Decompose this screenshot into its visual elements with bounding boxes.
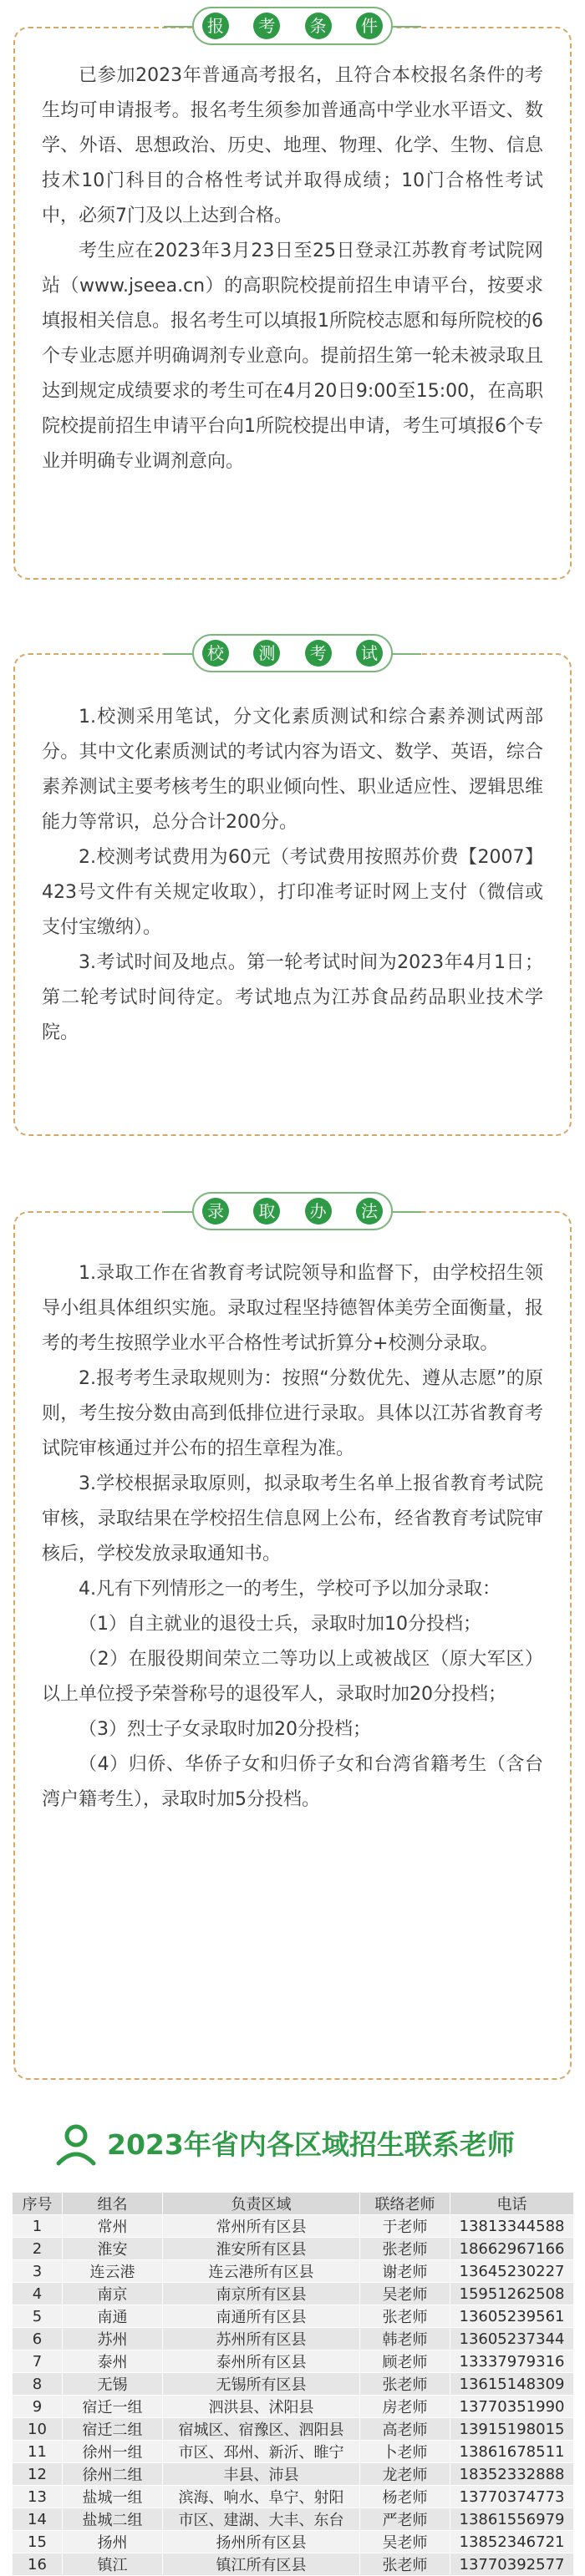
region: 淮安所有区县 — [163, 2238, 360, 2260]
group-name: 盐城二组 — [63, 2508, 163, 2531]
paragraph: （2）在服役期间荣立二等功以上或被战区（原大军区）以上单位授予荣誉称号的退役军人，录取时加20分投档； — [42, 1649, 543, 1705]
header-char: 法 — [356, 1198, 383, 1225]
contact-teacher: 严老师 — [360, 2508, 450, 2531]
group-name: 常州 — [63, 2215, 163, 2238]
table-row — [13, 2508, 574, 2531]
header-char: 录 — [202, 1198, 229, 1225]
row-number: 14 — [13, 2508, 63, 2531]
group-name: 淮安 — [63, 2238, 163, 2260]
row-number: 9 — [13, 2396, 63, 2418]
phone: 13813344588 — [450, 2215, 574, 2238]
region: 连云港所有区县 — [163, 2260, 360, 2283]
phone: 13852346721 — [450, 2531, 574, 2553]
group-name: 徐州一组 — [63, 2441, 163, 2463]
region: 常州所有区县 — [163, 2215, 360, 2238]
phone: 13770374773 — [450, 2486, 574, 2508]
contact-teacher: 杨老师 — [360, 2486, 450, 2508]
header-char: 报 — [202, 13, 229, 39]
group-name: 连云港 — [63, 2260, 163, 2283]
table-header-row — [13, 2193, 574, 2215]
row-number: 15 — [13, 2531, 63, 2553]
exam-text — [42, 700, 543, 1051]
requirements-header — [192, 7, 393, 45]
paragraph: 1.录取工作在省教育考试院领导和监督下，由学校招生领导小组具体组织实施。录取过程坚持德智体美劳全面衡量，报考的考生按照学业水平合格性考试折算分+校测分录取。 — [42, 1263, 543, 1354]
contact-teacher: 谢老师 — [360, 2260, 450, 2283]
row-number: 3 — [13, 2260, 63, 2283]
region: 丰县、沛县 — [163, 2463, 360, 2486]
region: 南通所有区县 — [163, 2305, 360, 2328]
group-name: 盐城一组 — [63, 2486, 163, 2508]
row-number: 7 — [13, 2350, 63, 2373]
phone: 13645230227 — [450, 2260, 574, 2283]
group-name: 无锡 — [63, 2373, 163, 2396]
group-name: 镇江 — [63, 2553, 163, 2576]
row-number: 1 — [13, 2215, 63, 2238]
phone: 13915198015 — [450, 2418, 574, 2441]
column-header: 序号 — [13, 2193, 63, 2215]
row-number: 13 — [13, 2486, 63, 2508]
region: 苏州所有区县 — [163, 2328, 360, 2350]
region: 扬州所有区县 — [163, 2531, 360, 2553]
contact-teacher: 张老师 — [360, 2238, 450, 2260]
admission-text — [42, 1256, 543, 1818]
row-number: 8 — [13, 2373, 63, 2396]
header-char: 考 — [253, 13, 280, 39]
region: 泗洪县、沭阳县 — [163, 2396, 360, 2418]
paragraph: （4）归侨、华侨子女和归侨子女和台湾省籍考生（含台湾户籍考生），录取时加5分投档。 — [42, 1754, 543, 1810]
region: 无锡所有区县 — [163, 2373, 360, 2396]
row-number: 2 — [13, 2238, 63, 2260]
contact-teacher: 于老师 — [360, 2215, 450, 2238]
person-icon — [55, 2123, 97, 2167]
row-number: 11 — [13, 2441, 63, 2463]
group-name: 泰州 — [63, 2350, 163, 2373]
phone: 18352332888 — [450, 2463, 574, 2486]
table-row — [13, 2260, 574, 2283]
contacts-heading — [55, 2120, 540, 2170]
paragraph: 3.学校根据录取原则，拟录取考生名单上报省教育考试院审核，录取结果在学校招生信息网上公布，经省教育考试院审核后，学校发放录取通知书。 — [42, 1473, 543, 1564]
contact-teacher: 张老师 — [360, 2373, 450, 2396]
contact-teacher: 顾老师 — [360, 2350, 450, 2373]
phone: 13861678511 — [450, 2441, 574, 2463]
header-char: 件 — [356, 13, 383, 39]
header-char: 办 — [305, 1198, 332, 1225]
phone: 13615148309 — [450, 2373, 574, 2396]
paragraph: （1）自主就业的退役士兵，录取时加10分投档； — [79, 1614, 481, 1635]
region: 南京所有区县 — [163, 2283, 360, 2305]
table-row — [13, 2215, 574, 2238]
row-number: 16 — [13, 2553, 63, 2576]
exam-header — [192, 634, 393, 672]
phone: 13605237344 — [450, 2328, 574, 2350]
group-name: 扬州 — [63, 2531, 163, 2553]
table-row — [13, 2418, 574, 2441]
group-name: 苏州 — [63, 2328, 163, 2350]
table-row — [13, 2283, 574, 2305]
contact-teacher: 韩老师 — [360, 2328, 450, 2350]
phone: 13770351990 — [450, 2396, 574, 2418]
table-row — [13, 2396, 574, 2418]
group-name: 宿迁二组 — [63, 2418, 163, 2441]
region: 市区、建湖、大丰、东台 — [163, 2508, 360, 2531]
region: 滨海、响水、阜宁、射阳 — [163, 2486, 360, 2508]
row-number: 10 — [13, 2418, 63, 2441]
row-number: 12 — [13, 2463, 63, 2486]
paragraph: 考生应在2023年3月23日至25日登录江苏教育考试院网站（www.jseea.cn）的高职院校提前招生申请平台，按要求填报相关信息。报名考生可以填报1所院校志愿和每所院校的6个专业志愿并明确调剂专业意向。提前招生第一轮未被录取且达到规定成绩要求的考生可在4月20日9:00至15:00，在高职院校提前招生申请平台向1所院校提出申请，考生可填报6个专业并明确专业调剂意向。 — [42, 241, 543, 472]
phone: 13337979316 — [450, 2350, 574, 2373]
paragraph: 2.校测考试费用为60元（考试费用按照苏价费【2007】423号文件有关规定收取），打印准考证时网上支付（微信或支付宝缴纳）。 — [42, 847, 543, 938]
header-char: 取 — [253, 1198, 280, 1225]
group-name: 宿迁一组 — [63, 2396, 163, 2418]
header-char: 条 — [305, 13, 332, 39]
paragraph: （3）烈士子女录取时加20分投档； — [79, 1719, 371, 1740]
table-row — [13, 2531, 574, 2553]
row-number: 4 — [13, 2283, 63, 2305]
table-row — [13, 2486, 574, 2508]
group-name: 徐州二组 — [63, 2463, 163, 2486]
row-number: 6 — [13, 2328, 63, 2350]
phone: 13605239561 — [450, 2305, 574, 2328]
contact-teacher: 龙老师 — [360, 2463, 450, 2486]
table-row — [13, 2441, 574, 2463]
contacts-table — [12, 2192, 574, 2576]
column-header: 电话 — [450, 2193, 574, 2215]
table-row — [13, 2373, 574, 2396]
phone: 18662967166 — [450, 2238, 574, 2260]
phone: 15951262508 — [450, 2283, 574, 2305]
group-name: 南通 — [63, 2305, 163, 2328]
region: 宿城区、宿豫区、泗阳县 — [163, 2418, 360, 2441]
paragraph: 已参加2023年普通高考报名，且符合本校报名条件的考生均可申请报考。报名考生须参加普通高中学业水平语文、数学、外语、思想政治、历史、地理、物理、化学、生物、信息技术10门科目的合格性考试并取得成绩；10门合格性考试中，必须7门及以上达到合格。 — [42, 65, 543, 226]
admission-header — [192, 1192, 393, 1230]
paragraph: 2.报考考生录取规则为：按照“分数优先、遵从志愿”的原则，考生按分数由高到低排位进行录取。具体以江苏省教育考试院审核通过并公布的招生章程为准。 — [42, 1368, 543, 1459]
column-header: 联络老师 — [360, 2193, 450, 2215]
paragraph: 1.校测采用笔试，分文化素质测试和综合素养测试两部分。其中文化素质测试的考试内容为语文、数学、英语，综合素养测试主要考核考生的职业倾向性、职业适应性、逻辑思维能力等常识，总分合计200分。 — [42, 707, 543, 833]
header-char: 试 — [356, 640, 383, 667]
contact-teacher: 张老师 — [360, 2553, 450, 2576]
region: 市区、邳州、新沂、睢宁 — [163, 2441, 360, 2463]
contacts-table-body — [13, 2215, 574, 2576]
table-row — [13, 2463, 574, 2486]
region: 镇江所有区县 — [163, 2553, 360, 2576]
paragraph: 4.凡有下列情形之一的考生，学校可予以加分录取： — [79, 1579, 501, 1600]
table-row — [13, 2328, 574, 2350]
contact-teacher: 吴老师 — [360, 2531, 450, 2553]
header-char: 测 — [253, 640, 280, 667]
phone: 13770392577 — [450, 2553, 574, 2576]
header-char: 校 — [202, 640, 229, 667]
contact-teacher: 高老师 — [360, 2418, 450, 2441]
contact-teacher: 卜老师 — [360, 2441, 450, 2463]
header-char: 考 — [305, 640, 332, 667]
phone: 13861556979 — [450, 2508, 574, 2531]
table-row — [13, 2553, 574, 2576]
group-name: 南京 — [63, 2283, 163, 2305]
table-row — [13, 2350, 574, 2373]
table-row — [13, 2238, 574, 2260]
table-row — [13, 2305, 574, 2328]
column-header: 组名 — [63, 2193, 163, 2215]
row-number: 5 — [13, 2305, 63, 2328]
paragraph: 3.考试时间及地点。第一轮考试时间为2023年4月1日；第二轮考试时间待定。考试地点为江苏食品药品职业技术学院。 — [42, 952, 543, 1043]
contact-teacher: 房老师 — [360, 2396, 450, 2418]
column-header: 负责区域 — [163, 2193, 360, 2215]
contact-teacher: 张老师 — [360, 2305, 450, 2328]
region: 泰州所有区县 — [163, 2350, 360, 2373]
contacts-title: 2023年省内各区域招生联系老师 — [107, 2128, 515, 2161]
requirements-text — [42, 58, 543, 479]
contact-teacher: 吴老师 — [360, 2283, 450, 2305]
